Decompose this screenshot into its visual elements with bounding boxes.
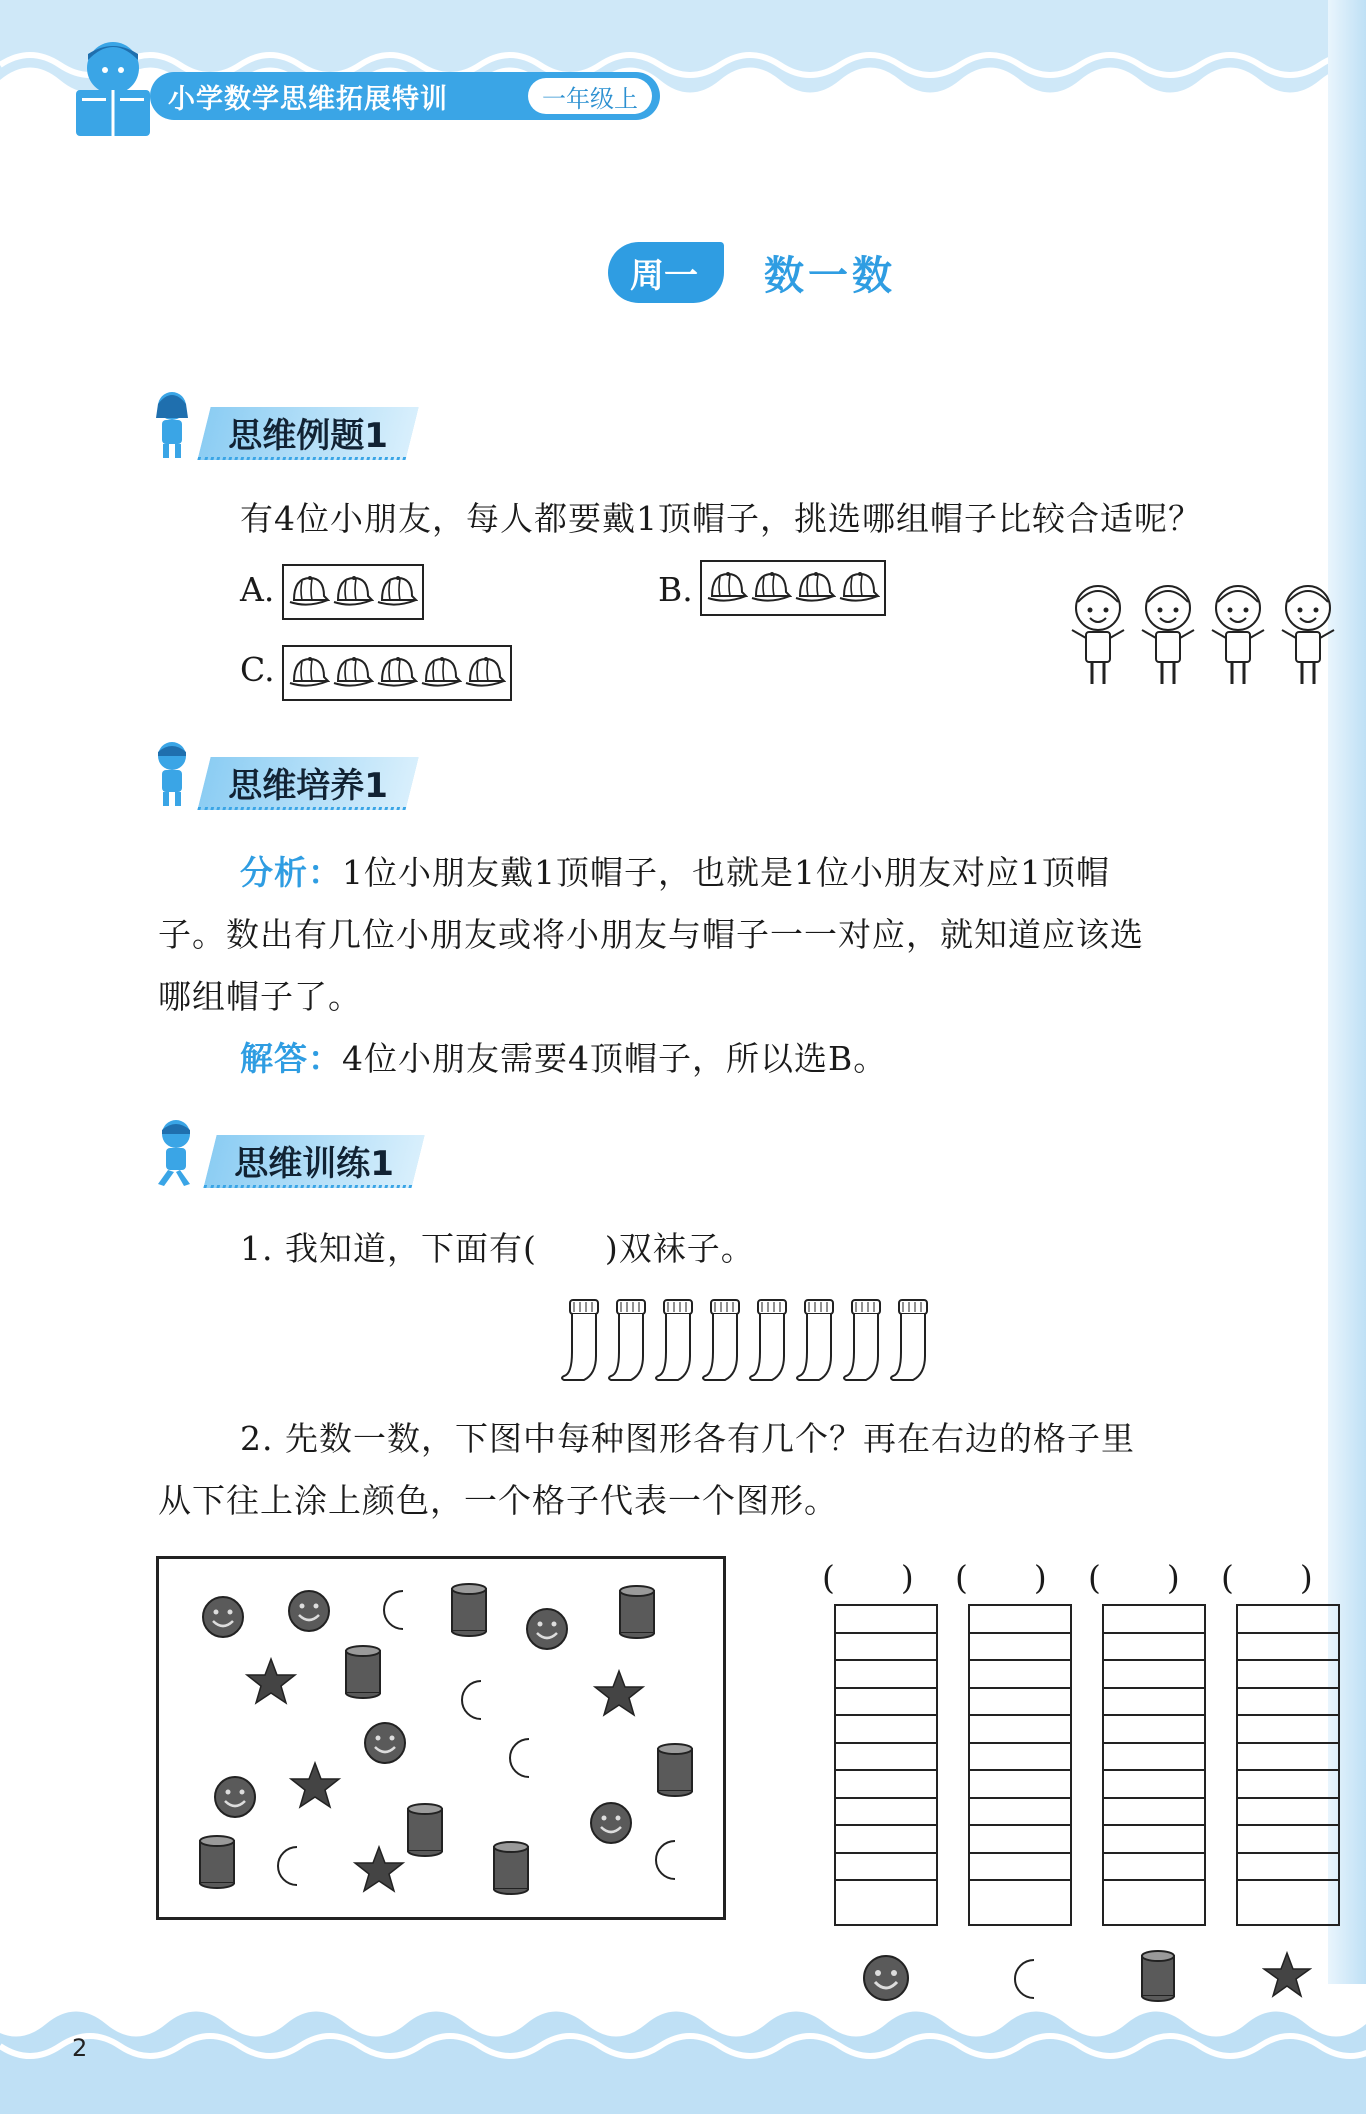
- smiley-shape: [527, 1609, 567, 1649]
- answer-text: 4位小朋友需要4顶帽子，所以选B。: [342, 1039, 888, 1078]
- answer-paren-1: ( ): [822, 1558, 914, 1597]
- training-heading-text: 思维培养1: [228, 765, 389, 806]
- top-white-strip: [0, 118, 1366, 158]
- answer-paren-2: ( ): [955, 1558, 1047, 1597]
- grade-label: 一年级上: [528, 78, 652, 114]
- cap-icon: [376, 653, 418, 693]
- moon-shape: [462, 1681, 481, 1719]
- moon-icon: [1004, 1956, 1050, 2002]
- grid-cell[interactable]: [1238, 1606, 1338, 1634]
- training-heading: [150, 750, 412, 810]
- grid-cell[interactable]: [970, 1661, 1070, 1689]
- cap-icon: [288, 572, 330, 612]
- grid-cell[interactable]: [1104, 1661, 1204, 1689]
- grid-cell[interactable]: [836, 1771, 936, 1799]
- grid-cell[interactable]: [1238, 1716, 1338, 1744]
- practice-heading: [150, 1128, 418, 1188]
- option-b-label: B.: [658, 570, 693, 609]
- grid-cell[interactable]: [836, 1854, 936, 1882]
- grid-cell[interactable]: [970, 1854, 1070, 1882]
- grid-cell[interactable]: [970, 1634, 1070, 1662]
- grid-cell[interactable]: [1104, 1771, 1204, 1799]
- grid-cell[interactable]: [970, 1606, 1070, 1634]
- sock-icon: [891, 1300, 927, 1380]
- grid-cell[interactable]: [1104, 1826, 1204, 1854]
- moon-shape: [656, 1841, 675, 1879]
- grid-cell[interactable]: [970, 1744, 1070, 1772]
- smiley-shape: [203, 1597, 243, 1637]
- grid-cell[interactable]: [836, 1881, 936, 1909]
- smiley-icon: [860, 1952, 912, 2004]
- lesson-day: 周一: [608, 242, 724, 303]
- answer-line: [240, 1028, 1366, 1090]
- cylinder-shape: [200, 1836, 234, 1888]
- socks-illustration: [560, 1298, 950, 1382]
- grid-cell[interactable]: [836, 1689, 936, 1717]
- answer-paren-4: ( ): [1221, 1558, 1313, 1597]
- grid-cell[interactable]: [1238, 1689, 1338, 1717]
- analysis-line-2: 子。数出有几位小朋友或将小朋友与帽子一一对应，就知道应该选: [158, 915, 1144, 954]
- cap-icon: [794, 568, 836, 608]
- grid-cell[interactable]: [1238, 1881, 1338, 1909]
- example-heading: [150, 400, 412, 460]
- moon-shape: [510, 1739, 529, 1777]
- book-title: 小学数学思维拓展特训: [168, 83, 448, 115]
- grid-cell[interactable]: [1238, 1661, 1338, 1689]
- practice-question-2-line-2: 从下往上涂上颜色，一个格子代表一个图形。: [158, 1481, 838, 1520]
- sock-icon: [609, 1300, 645, 1380]
- lesson-title: [608, 240, 896, 304]
- grid-cell[interactable]: [970, 1771, 1070, 1799]
- answer-paren-3: ( ): [1088, 1558, 1180, 1597]
- grid-cell[interactable]: [970, 1716, 1070, 1744]
- cap-icon: [464, 653, 506, 693]
- grid-cell[interactable]: [836, 1799, 936, 1827]
- coloring-grid-smiley[interactable]: [834, 1604, 938, 1926]
- grid-cell[interactable]: [1104, 1881, 1204, 1909]
- grid-cell[interactable]: [1104, 1799, 1204, 1827]
- coloring-grid-cylinder[interactable]: [1102, 1604, 1206, 1926]
- practice-question-1: 1. 我知道，下面有( )双袜子。: [240, 1229, 755, 1268]
- moon-shape: [384, 1591, 403, 1629]
- smiley-shape: [591, 1803, 631, 1843]
- example-question: 有4位小朋友，每人都要戴1顶帽子，挑选哪组帽子比较合适呢？: [240, 499, 1202, 538]
- child-figure: [1142, 586, 1194, 684]
- cylinder-icon: [1138, 1948, 1178, 2004]
- coloring-grid-moon[interactable]: [968, 1604, 1072, 1926]
- practice-question-2-line-1: 2. 先数一数，下图中每种图形各有几个？再在右边的格子里: [240, 1419, 1135, 1458]
- practice-heading-bar: [203, 1135, 424, 1188]
- page-number: 2: [72, 2034, 88, 2062]
- girl-mascot-icon: [150, 390, 194, 460]
- grid-cell[interactable]: [970, 1826, 1070, 1854]
- lesson-name: 数一数: [764, 252, 896, 299]
- grid-cell[interactable]: [1104, 1634, 1204, 1662]
- cap-icon: [420, 653, 462, 693]
- grid-cell[interactable]: [1238, 1826, 1338, 1854]
- child-figure: [1072, 586, 1124, 684]
- star-icon: [1262, 1950, 1312, 2000]
- child-figure: [1212, 586, 1264, 684]
- grid-cell[interactable]: [836, 1744, 936, 1772]
- cap-icon: [376, 572, 418, 612]
- cylinder-shape: [494, 1842, 528, 1894]
- analysis-line-1: [240, 842, 1366, 904]
- sock-icon: [703, 1300, 739, 1380]
- smiley-shape: [289, 1591, 329, 1631]
- grid-cell[interactable]: [1238, 1799, 1338, 1827]
- grid-cell[interactable]: [970, 1799, 1070, 1827]
- cap-icon: [332, 572, 374, 612]
- option-b-hats: [700, 560, 886, 616]
- sock-icon: [656, 1300, 692, 1380]
- sock-icon: [750, 1300, 786, 1380]
- practice-heading-text: 思维训练1: [234, 1143, 395, 1184]
- grid-cell[interactable]: [836, 1826, 936, 1854]
- cap-icon: [750, 568, 792, 608]
- option-c-label: C.: [240, 650, 275, 689]
- grid-cell[interactable]: [1238, 1854, 1338, 1882]
- shapes-counting-box: [156, 1556, 726, 1920]
- cap-icon: [288, 653, 330, 693]
- sock-icon: [844, 1300, 880, 1380]
- grid-cell[interactable]: [1104, 1689, 1204, 1717]
- cap-icon: [838, 568, 880, 608]
- grid-cell[interactable]: [1238, 1744, 1338, 1772]
- smiley-shape: [215, 1777, 255, 1817]
- grid-cell[interactable]: [1238, 1634, 1338, 1662]
- grid-cell[interactable]: [1104, 1744, 1204, 1772]
- example-heading-text: 思维例题1: [228, 415, 389, 456]
- analysis-text-1: 1位小朋友戴1顶帽子，也就是1位小朋友对应1顶帽: [342, 853, 1110, 892]
- child-figure: [1282, 586, 1334, 684]
- cap-icon: [706, 568, 748, 608]
- smiley-shape: [365, 1723, 405, 1763]
- grid-cell[interactable]: [836, 1634, 936, 1662]
- grid-cell[interactable]: [836, 1716, 936, 1744]
- analysis-line-3: 哪组帽子了。: [158, 977, 362, 1016]
- answer-label: 解答：: [240, 1039, 342, 1078]
- coloring-grid-star[interactable]: [1236, 1604, 1340, 1926]
- option-a-label: A.: [240, 570, 275, 609]
- cylinder-shape: [346, 1646, 380, 1698]
- grid-cell[interactable]: [970, 1881, 1070, 1909]
- cylinder-shape: [620, 1586, 654, 1638]
- cylinder-shape: [658, 1744, 692, 1796]
- boy-mascot-icon: [150, 740, 194, 810]
- option-c-hats: [282, 645, 512, 701]
- book-title-banner: [150, 72, 660, 120]
- grid-cell[interactable]: [1238, 1771, 1338, 1799]
- running-boy-mascot-icon: [150, 1118, 200, 1188]
- grid-cell[interactable]: [1104, 1606, 1204, 1634]
- grid-cell[interactable]: [970, 1689, 1070, 1717]
- analysis-label: 分析：: [240, 853, 342, 892]
- reading-boy-mascot-icon: [68, 38, 158, 138]
- grid-cell[interactable]: [1104, 1716, 1204, 1744]
- star-shape: [247, 1659, 295, 1703]
- cap-icon: [332, 653, 374, 693]
- cylinder-shape: [452, 1584, 486, 1636]
- sock-icon: [797, 1300, 833, 1380]
- star-shape: [355, 1847, 403, 1891]
- cylinder-shape: [408, 1804, 442, 1856]
- training-heading-bar: [197, 757, 418, 810]
- star-shape: [595, 1671, 643, 1715]
- grid-cell[interactable]: [1104, 1854, 1204, 1882]
- sock-icon: [562, 1300, 598, 1380]
- grid-cell[interactable]: [836, 1606, 936, 1634]
- grid-cell[interactable]: [836, 1661, 936, 1689]
- four-children-illustration: [1060, 580, 1340, 692]
- option-a-hats: [282, 564, 424, 620]
- example-heading-bar: [197, 407, 418, 460]
- star-shape: [291, 1763, 339, 1807]
- moon-shape: [278, 1847, 297, 1885]
